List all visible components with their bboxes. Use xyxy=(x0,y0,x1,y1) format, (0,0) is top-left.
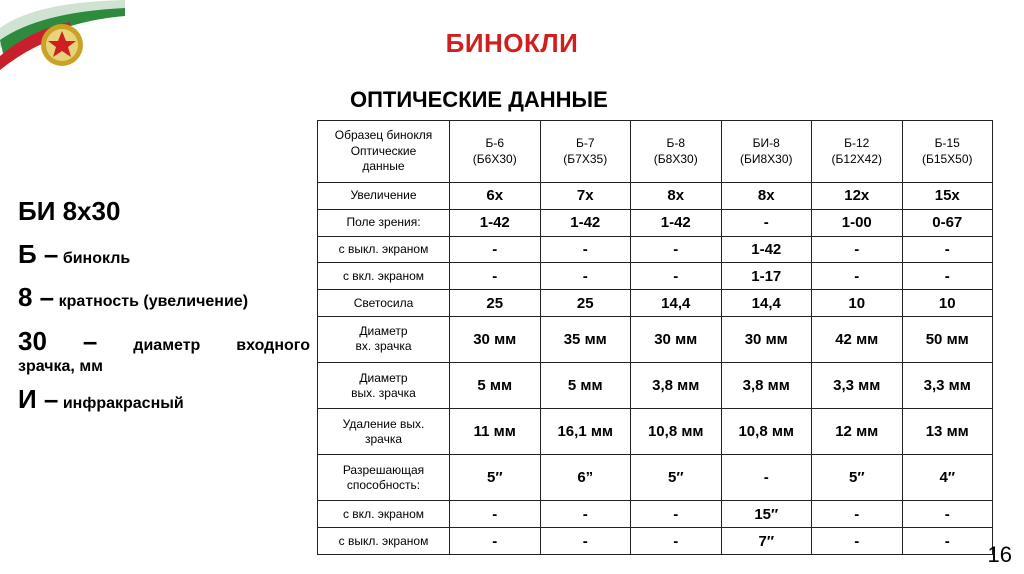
row-label-cell xyxy=(318,316,450,362)
header-corner-cell xyxy=(318,121,450,183)
table-cell: - xyxy=(450,528,541,555)
row-label-line1: с вкл. экраном xyxy=(342,268,425,283)
table-cell: 16,1 мм xyxy=(540,409,631,455)
column-model-code: (Б6Х30) xyxy=(472,151,517,166)
table-cell: 12х xyxy=(812,183,903,210)
legend-d-key: 30 xyxy=(18,325,47,356)
row-label-line1: с выкл. экраном xyxy=(338,241,429,256)
row-label-cell xyxy=(318,263,450,290)
table-row xyxy=(318,501,993,528)
row-label-line1: с выкл. экраном xyxy=(338,533,429,548)
table-cell: - xyxy=(902,236,993,263)
table-row xyxy=(318,183,993,210)
row-label-line1: Диаметр xyxy=(359,324,408,339)
table-row xyxy=(318,209,993,236)
legend-i-text: инфракрасный xyxy=(62,394,184,412)
table-cell: 11 мм xyxy=(450,409,541,455)
table-cell: 0-67 xyxy=(902,209,993,236)
table-cell: 6х xyxy=(450,183,541,210)
table-cell: - xyxy=(721,455,812,501)
table-cell: - xyxy=(902,501,993,528)
row-label-line1: Разрешающая xyxy=(342,462,425,477)
table-cell: 25 xyxy=(450,290,541,317)
table-cell: - xyxy=(812,236,903,263)
legend-b-text: бинокль xyxy=(62,250,131,268)
legend-d xyxy=(18,326,310,376)
table-cell: 10 xyxy=(812,290,903,317)
column-model-name: Б-7 xyxy=(575,135,595,150)
column-header-3 xyxy=(631,121,722,183)
legend-model xyxy=(18,196,310,227)
table-cell: 15х xyxy=(902,183,993,210)
row-label-line2: вых. зрачка xyxy=(351,385,416,400)
table-cell: 3,3 мм xyxy=(902,363,993,409)
row-label-line1: Диаметр xyxy=(359,370,408,385)
table-cell: - xyxy=(450,263,541,290)
row-label-cell xyxy=(318,236,450,263)
table-cell: 30 мм xyxy=(450,316,541,362)
optical-data-table xyxy=(317,120,993,555)
table-cell: 13 мм xyxy=(902,409,993,455)
table-cell: 3,8 мм xyxy=(631,363,722,409)
column-header-2 xyxy=(540,121,631,183)
table-cell: 5 мм xyxy=(450,363,541,409)
row-label-cell xyxy=(318,183,450,210)
table-cell: 30 мм xyxy=(721,316,812,362)
row-label-cell xyxy=(318,363,450,409)
table-cell: 4″ xyxy=(902,455,993,501)
table-cell: - xyxy=(902,528,993,555)
header-corner-line2: Оптические xyxy=(350,143,417,158)
table-cell: 3,8 мм xyxy=(721,363,812,409)
legend-d-word1: диаметр xyxy=(133,336,201,354)
table-cell: 7″ xyxy=(721,528,812,555)
column-model-code: (Б12Х42) xyxy=(831,151,883,166)
column-model-name: Б-8 xyxy=(666,135,686,150)
table-cell: 15″ xyxy=(721,501,812,528)
column-header-5 xyxy=(812,121,903,183)
table-cell: 1-42 xyxy=(540,209,631,236)
row-label-cell xyxy=(318,209,450,236)
row-label-line2: зрачка xyxy=(364,431,403,446)
table-cell: - xyxy=(450,501,541,528)
table-cell: - xyxy=(631,501,722,528)
table-cell: - xyxy=(540,528,631,555)
table-cell: 25 xyxy=(540,290,631,317)
table-cell: 30 мм xyxy=(631,316,722,362)
table-cell: 5 мм xyxy=(540,363,631,409)
table-row xyxy=(318,236,993,263)
table-cell: 10,8 мм xyxy=(721,409,812,455)
table-row xyxy=(318,528,993,555)
table-row xyxy=(318,455,993,501)
table-cell: 1-00 xyxy=(812,209,903,236)
table-row xyxy=(318,409,993,455)
row-label-line1: Увеличение xyxy=(350,188,417,203)
legend-d-line2: зрачка, мм xyxy=(18,357,103,375)
table-cell: - xyxy=(631,528,722,555)
table-cell: - xyxy=(812,528,903,555)
column-model-name: БИ-8 xyxy=(752,135,780,150)
section-subtitle: ОПТИЧЕСКИЕ ДАННЫЕ xyxy=(350,87,608,112)
column-model-code: (БИ8Х30) xyxy=(739,151,793,166)
row-label-cell xyxy=(318,528,450,555)
column-model-name: Б-6 xyxy=(485,135,505,150)
table-cell: - xyxy=(540,263,631,290)
legend-d-dash: – xyxy=(82,325,98,356)
table-cell: 1-17 xyxy=(721,263,812,290)
column-header-1 xyxy=(450,121,541,183)
row-label-line1: Светосила xyxy=(353,295,414,310)
table-cell: 10 xyxy=(902,290,993,317)
row-label-cell xyxy=(318,290,450,317)
column-model-code: (Б15Х50) xyxy=(921,151,973,166)
row-label-line2: способность: xyxy=(346,477,421,492)
table-cell: 1-42 xyxy=(450,209,541,236)
table-cell: 14,4 xyxy=(631,290,722,317)
column-model-code: (Б8Х30) xyxy=(653,151,698,166)
table-row xyxy=(318,363,993,409)
table-cell: - xyxy=(721,209,812,236)
legend-d-word2: входного xyxy=(236,336,310,354)
table-cell: - xyxy=(450,236,541,263)
table-cell: - xyxy=(902,263,993,290)
designation-legend xyxy=(18,196,310,427)
table-cell: 42 мм xyxy=(812,316,903,362)
row-label-line1: с вкл. экраном xyxy=(342,506,425,521)
row-label-cell xyxy=(318,501,450,528)
legend-k xyxy=(18,282,310,313)
table-cell: - xyxy=(631,263,722,290)
table-cell: 12 мм xyxy=(812,409,903,455)
table-cell: 5″ xyxy=(812,455,903,501)
column-model-name: Б-12 xyxy=(844,135,870,150)
legend-k-key: 8 – xyxy=(18,282,55,313)
table-cell: 14,4 xyxy=(721,290,812,317)
page-title: БИНОКЛИ xyxy=(445,28,579,58)
page-number: 16 xyxy=(987,542,1012,567)
table-cell: 5″ xyxy=(631,455,722,501)
table-cell: 8х xyxy=(631,183,722,210)
column-model-name: Б-15 xyxy=(934,135,960,150)
table-cell: - xyxy=(812,263,903,290)
table-cell: 10,8 мм xyxy=(631,409,722,455)
row-label-line2: вх. зрачка xyxy=(355,339,412,354)
legend-k-text: кратность (увеличение) xyxy=(58,293,249,311)
table-cell: 1-42 xyxy=(631,209,722,236)
table-row xyxy=(318,290,993,317)
column-header-4 xyxy=(721,121,812,183)
table-row xyxy=(318,263,993,290)
table-cell: - xyxy=(631,236,722,263)
header-corner-line3: данные xyxy=(362,159,405,174)
row-label-cell xyxy=(318,455,450,501)
table-cell: 1-42 xyxy=(721,236,812,263)
column-model-code: (Б7Х35) xyxy=(563,151,608,166)
table-row xyxy=(318,316,993,362)
legend-model-text: БИ 8х30 xyxy=(18,196,121,226)
table-cell: 5″ xyxy=(450,455,541,501)
legend-b xyxy=(18,239,310,270)
row-label-line1: Удаление вых. xyxy=(342,416,425,431)
legend-i xyxy=(18,384,310,415)
row-label-line1: Поле зрения: xyxy=(346,215,421,230)
table-cell: 50 мм xyxy=(902,316,993,362)
legend-i-key: И – xyxy=(18,383,59,414)
column-header-6 xyxy=(902,121,993,183)
table-cell: - xyxy=(540,236,631,263)
table-cell: 3,3 мм xyxy=(812,363,903,409)
header-corner-line1: Образец бинокля xyxy=(334,128,433,143)
table-cell: 7х xyxy=(540,183,631,210)
table-cell: 8х xyxy=(721,183,812,210)
table-cell: - xyxy=(540,501,631,528)
table-header-row xyxy=(318,121,993,183)
legend-b-key: Б – xyxy=(18,239,59,270)
table-cell: 35 мм xyxy=(540,316,631,362)
table-cell: 6” xyxy=(540,455,631,501)
row-label-cell xyxy=(318,409,450,455)
table-cell: - xyxy=(812,501,903,528)
